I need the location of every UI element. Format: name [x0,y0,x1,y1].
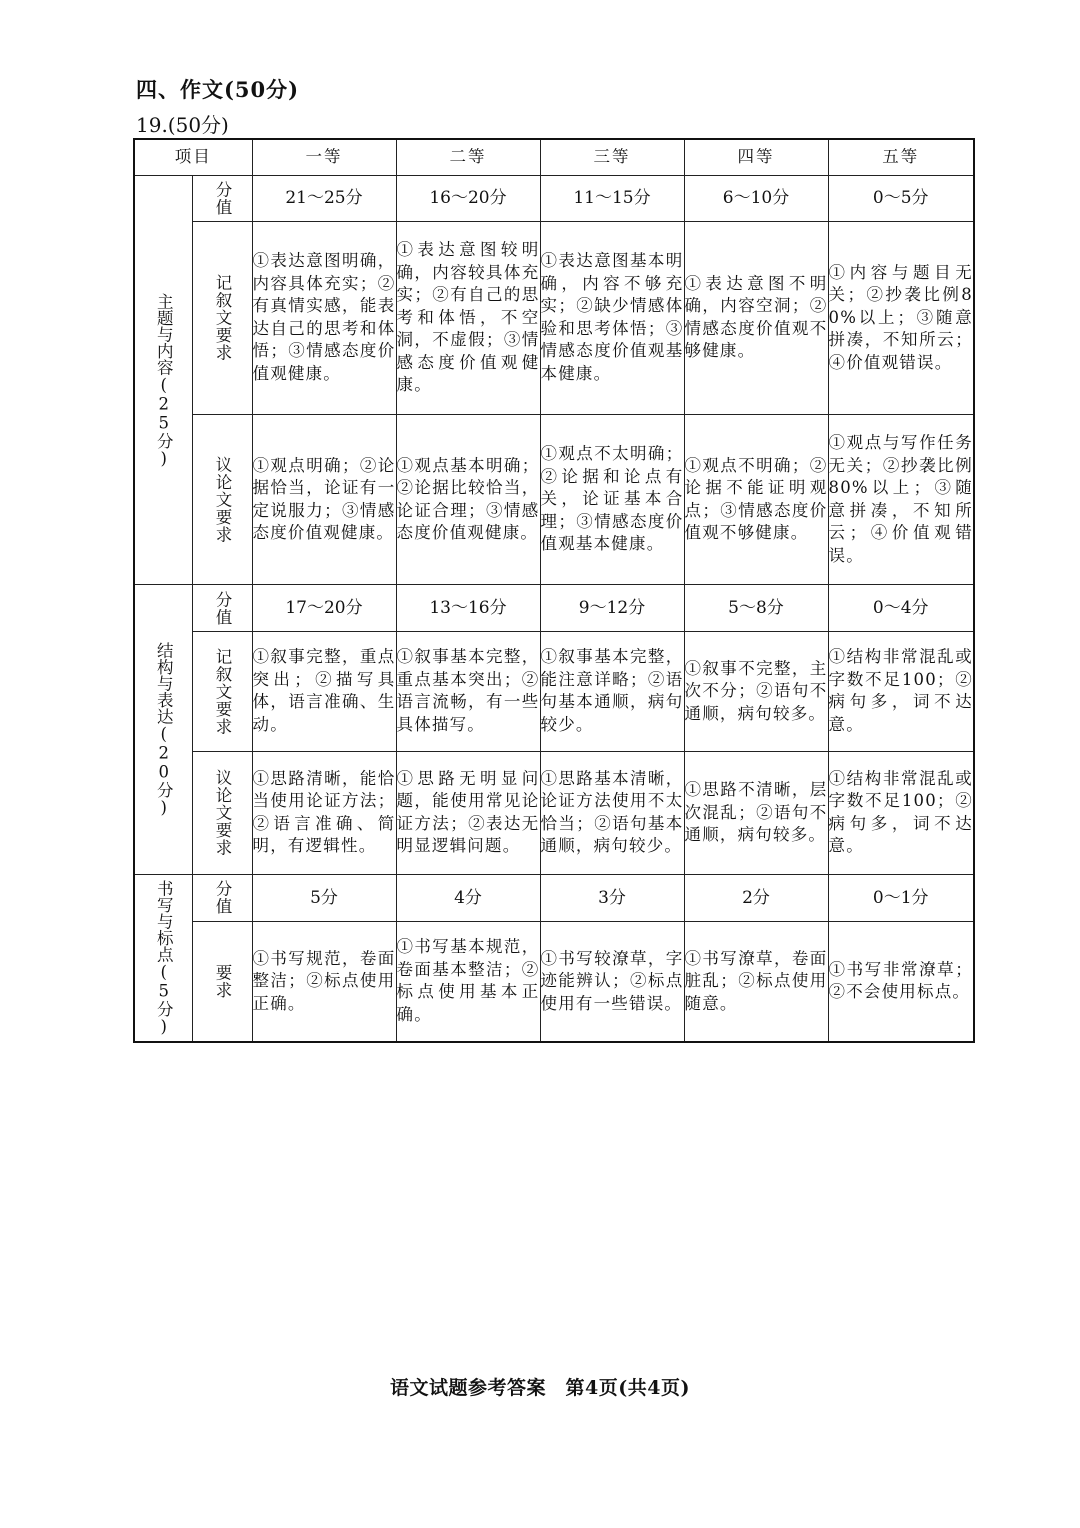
criteria-cell: ①书写非常潦草；②不会使用标点。 [828,921,974,1042]
criteria-cell: ①观点不明确；②论据不能证明观点；③情感态度价值观不够健康。 [684,414,828,585]
score-cell: 0～1分 [828,874,974,921]
criteria-cell: ①思路基本清晰，论证方法使用不太恰当；②语句基本通顺，病句较少。 [540,752,684,875]
section-name: 结构与表达(20分) [154,642,174,818]
criteria-cell: ①叙事完整，重点突出；②描写具体，语言准确、生动。 [252,631,396,752]
criteria-cell: ①思路清晰，能恰当使用论证方法；②语言准确、简明，有逻辑性。 [252,752,396,875]
criteria-cell: ①表达意图明确，内容具体充实；②有真情实感，能表达自己的思考和体悟；③情感态度价值观健康。 [252,221,396,414]
criteria-cell: ①叙事不完整，主次不分；②语句不通顺，病句较多。 [684,631,828,752]
header-grade-1: 一等 [252,139,396,175]
score-cell: 6～10分 [684,175,828,221]
score-cell: 11～15分 [540,175,684,221]
argument-label: 议论文要求 [213,455,232,544]
criteria-cell: ①书写规范，卷面整洁；②标点使用正确。 [252,921,396,1042]
criteria-cell: ①内容与题目无关；②抄袭比例80%以上；③随意拼凑，不知所云；④价值观错误。 [828,221,974,414]
argument-label: 议论文要求 [213,769,232,857]
criteria-cell: ①思路不清晰，层次混乱；②语句不通顺，病句较多。 [684,752,828,875]
criteria-cell: ①观点不太明确；②论据和论点有关，论证基本合理；③情感态度价值观基本健康。 [540,414,684,585]
score-label-cell [192,175,252,221]
score-label: 分值 [213,590,232,626]
criteria-cell: ①书写基本规范，卷面基本整洁；②标点使用基本正确。 [396,921,540,1042]
requirement-label: 要求 [213,963,232,999]
score-label: 分值 [213,880,232,916]
score-label: 分值 [213,180,232,216]
table-header-row [134,139,974,175]
score-cell: 3分 [540,874,684,921]
score-cell: 9～12分 [540,585,684,631]
scoring-rubric-table [133,138,975,1043]
criteria-cell: ①表达意图较明确，内容较具体充实；②有自己的思考和体悟，不空洞，不虚假；③情感态度价值观健康。 [396,221,540,414]
score-cell: 21～25分 [252,175,396,221]
criteria-cell: ①表达意图不明确，内容空洞；②情感态度价值观不够健康。 [684,221,828,414]
score-cell: 4分 [396,874,540,921]
score-cell: 2分 [684,874,828,921]
table-row [134,175,974,221]
section-structure-expression [134,585,192,874]
table-row [134,921,974,1042]
header-grade-5: 五等 [828,139,974,175]
requirement-label-cell [192,921,252,1042]
header-grade-2: 二等 [396,139,540,175]
section-name: 主题与内容(25分) [154,292,174,468]
criteria-cell: ①结构非常混乱或字数不足100；②病句多，词不达意。 [828,631,974,752]
table-row [134,585,974,631]
criteria-cell: ①表达意图基本明确，内容不够充实；②缺少情感体验和思考体悟；③情感态度价值观基本健康。 [540,221,684,414]
argument-label-cell [192,752,252,875]
criteria-cell: ①思路无明显问题，能使用常见论证方法；②表达无明显逻辑问题。 [396,752,540,875]
table-row [134,221,974,414]
criteria-cell: ①叙事基本完整，能注意详略；②语句基本通顺，病句较少。 [540,631,684,752]
criteria-cell: ①叙事基本完整，重点基本突出；②语言流畅，有一些具体描写。 [396,631,540,752]
header-grade-4: 四等 [684,139,828,175]
question-title: 19.(50分) [136,113,229,137]
criteria-cell: ①观点与写作任务无关；②抄袭比例80%以上；③随意拼凑，不知所云；④价值观错误。 [828,414,974,585]
header-grade-3: 三等 [540,139,684,175]
narrative-label: 记叙文要求 [213,647,232,736]
criteria-cell: ①结构非常混乱或字数不足100；②病句多，词不达意。 [828,752,974,875]
score-cell: 13～16分 [396,585,540,631]
table-row [134,752,974,875]
section-writing-punctuation [134,874,192,1042]
narrative-label-cell [192,221,252,414]
section-theme-content [134,175,192,585]
criteria-cell: ①观点明确；②论据恰当，论证有一定说服力；③情感态度价值观健康。 [252,414,396,585]
header-item: 项目 [134,139,252,175]
narrative-label: 记叙文要求 [213,274,232,362]
section-name: 书写与标点(5分) [154,879,174,1036]
argument-label-cell [192,414,252,585]
score-cell: 17～20分 [252,585,396,631]
criteria-cell: ①观点基本明确；②论据比较恰当，论证合理；③情感态度价值观健康。 [396,414,540,585]
score-cell: 0～4分 [828,585,974,631]
narrative-label-cell [192,631,252,752]
section-title: 四、作文(50分) [136,77,300,102]
page-footer: 语文试题参考答案 第4页(共4页) [390,1377,690,1399]
score-cell: 0～5分 [828,175,974,221]
table-row [134,414,974,585]
criteria-cell: ①书写较潦草，字迹能辨认；②标点使用有一些错误。 [540,921,684,1042]
table-row [134,631,974,752]
score-cell: 5分 [252,874,396,921]
score-label-cell [192,585,252,631]
criteria-cell: ①书写潦草，卷面脏乱；②标点使用随意。 [684,921,828,1042]
score-cell: 16～20分 [396,175,540,221]
table-row [134,874,974,921]
score-cell: 5～8分 [684,585,828,631]
score-label-cell [192,874,252,921]
